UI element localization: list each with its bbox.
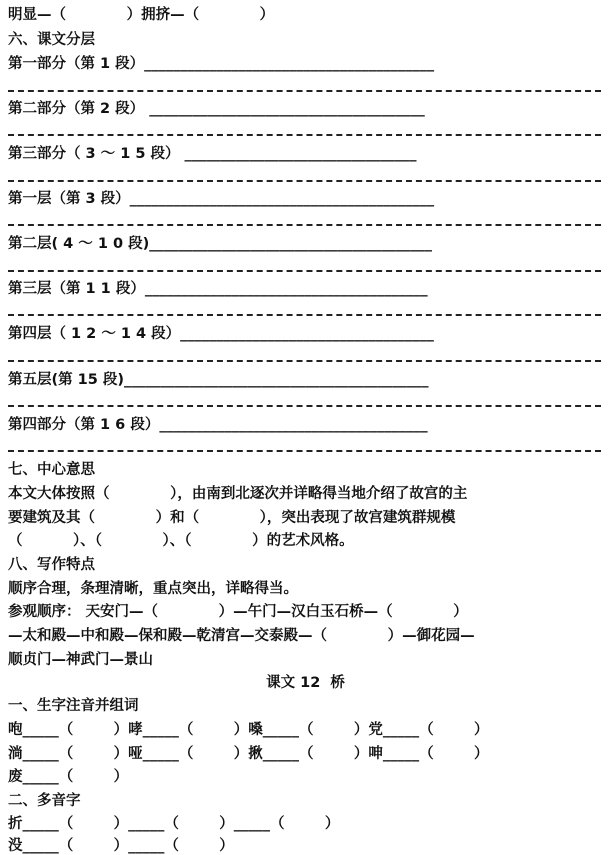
layer-4-line: 第四层（ 1 2 ～ 1 4 段）___________________________________ (8, 326, 434, 342)
lesson-title: 课文 12 桥 (266, 675, 345, 691)
heading-section-7: 七、中心意思 (8, 462, 95, 478)
polyphone-row-2: 没_____（ ）_____（ ） (8, 838, 234, 854)
heading-new-words: 一、生字注音并组词 (8, 698, 139, 714)
central-idea-line-3: （ ）、（ ）、（ ）的艺术风格。 (8, 533, 354, 549)
heading-polyphones: 二、多音字 (8, 793, 81, 809)
layer-5-line: 第五层(第 15 段)__________________________________________ (8, 372, 429, 388)
layer-1-line: 第一层（第 3 段）__________________________________________ (8, 191, 435, 207)
answer-dashline (8, 360, 601, 362)
new-words-row-3: 废_____（ ） (8, 769, 129, 785)
new-words-row-2: 淌_____（ ）哑_____（ ）揪_____（ ）呻_____（ ） (8, 746, 489, 762)
visit-order-line-2: —太和殿—中和殿—保和殿—乾清宫—交泰殿—（ ）—御花园— (8, 628, 475, 644)
part-3-line: 第三部分（ 3 ～ 1 5 段） ________________________________ (8, 146, 417, 162)
answer-dashline (8, 405, 601, 407)
heading-section-6: 六、课文分层 (8, 32, 95, 48)
answer-dashline (8, 134, 601, 136)
line-vocab-pairs: 明显—（ ）拥挤—（ ） (8, 7, 275, 23)
central-idea-line-2: 要建筑及其（ ）和（ ），突出表现了故宫建筑群规模 (8, 510, 456, 526)
visit-order-line-3: 顺贞门—神武门—景山 (8, 652, 153, 668)
answer-dashline (8, 224, 601, 226)
answer-dashline (8, 90, 601, 92)
new-words-row-1: 咆_____（ ）哮_____（ ）嗓_____（ ）党_____（ ） (8, 722, 489, 738)
heading-section-8: 八、写作特点 (8, 557, 95, 573)
part-1-line: 第一部分（第 1 段）________________________________________ (8, 56, 435, 72)
polyphone-row-1: 折_____（ ）_____（ ）_____（ ） (8, 816, 340, 832)
writing-feature-line: 顺序合理，条理清晰，重点突出，详略得当。 (8, 581, 298, 597)
answer-dashline (8, 450, 601, 452)
answer-dashline (8, 180, 601, 182)
visit-order-line-1: 参观顺序： 天安门—（ ）—午门—汉白玉石桥—（ ） (8, 604, 468, 620)
answer-dashline (8, 314, 601, 316)
answer-dashline (8, 270, 601, 272)
layer-2-line: 第二层( 4 ～ 1 0 段)_______________________________________ (8, 236, 433, 252)
layer-3-line: 第三层（第 1 1 段）_______________________________________ (8, 281, 428, 297)
part-4-line: 第四部分（第 1 6 段）_____________________________________ (8, 417, 428, 433)
central-idea-line-1: 本文大体按照（ ），由南到北逐次并详略得当地介绍了故宫的主 (8, 486, 468, 502)
part-2-line: 第二部分（第 2 段） ______________________________________ (8, 101, 425, 117)
